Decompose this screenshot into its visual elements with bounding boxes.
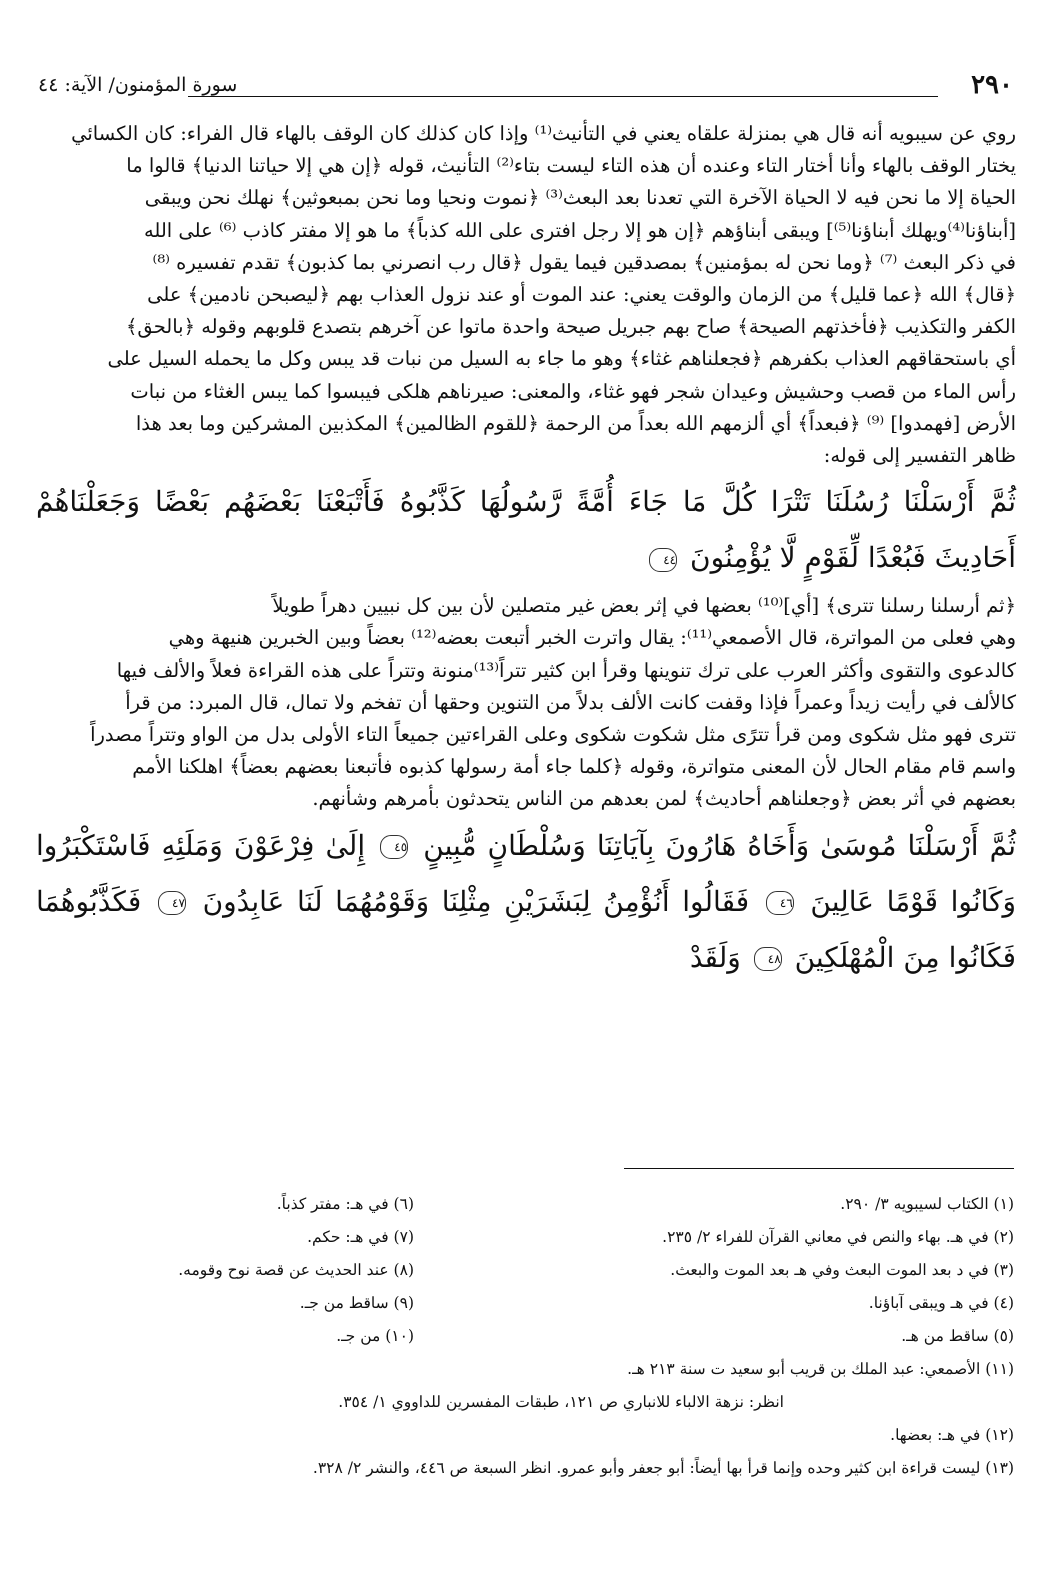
text-line: بعضهم في أثر بعض ﴿وجعلناهم أحاديث﴾ لمن بعدهم من الناس يتحدثون بأمرهم وشأنهم. (312, 787, 1016, 811)
footnote: (٧) في هـ: حكم. (307, 1228, 414, 1246)
page-number: ٢٩٠ (971, 70, 1013, 100)
footnote: (٣) في د بعد الموت البعث وفي هـ بعد الموت والبعث. (670, 1261, 1014, 1279)
commentary-paragraph-2 (36, 590, 1016, 815)
verse-text: ثُمَّ أَرْسَلْنَا مُوسَىٰ وَأَخَاهُ هَارُونَ بِآيَاتِنَا وَسُلْطَانٍ مُّبِينٍ (423, 828, 1016, 862)
footnote-reference: انظر: نزهة الالباء للانباري ص ١٢١، طبقات المفسرين للداووي ١/ ٣٥٤. (338, 1393, 784, 1411)
footnote: (٩) ساقط من جـ. (299, 1294, 414, 1312)
header-rule (188, 96, 938, 97)
text-line: وهي فعلى من المواترة، قال الأصمعي⁽¹¹⁾: يقال واترت الخبر أتبعت بعضه⁽¹²⁾ بعضاً وبين الخبرين هنيهة وهي (168, 626, 1016, 650)
text-line: في ذكر البعث ⁽⁷⁾ ﴿وما نحن له بمؤمنين﴾ بمصدقين فيما يقول ﴿قال رب انصرني بما كذبون﴾ تقدم تفسيره ⁽⁸⁾ (152, 250, 1016, 274)
footnote: (٦) في هـ: مفتر كذباً. (276, 1195, 414, 1213)
text-line: الكفر والتكذيب ﴿فأخذتهم الصيحة﴾ صاح بهم جبريل صيحة واحدة ماتوا عن آخرهم بتصدع قلوبهم وقوله ﴿بالحق﴾ (126, 315, 1016, 339)
verse-number-marker: ٤٨ (754, 947, 782, 971)
footnotes-left-column (34, 1188, 414, 1353)
footnote: (٥) ساقط من هـ. (901, 1327, 1014, 1345)
verse-text: إِلَىٰ فِرْعَوْنَ وَمَلَئِهِ فَاسْتَكْبَرُوا وَكَانُوا قَوْمًا عَالِينَ (36, 828, 1017, 918)
text-line: ﴿قال﴾ الله ﴿عما قليل﴾ من الزمان والوقت يعني: عند الموت أو عند نزول العذاب بهم ﴿ليصبحن نادمين﴾ على (147, 283, 1016, 307)
footnote: (٨) عند الحديث عن قصة نوح وقومه. (178, 1261, 414, 1279)
text-line: أي باستحقاقهم العذاب بكفرهم ﴿فجعلناهم غثاء﴾ وهو ما جاء به السيل من نبات قد يبس وكل ما يحمله السيل على (107, 347, 1016, 371)
footnote: (٢) في هـ. بهاء والنص في معاني القرآن للفراء ٢/ ٢٣٥. (662, 1228, 1014, 1246)
text-line: كالألف في رأيت زيداً وعمراً فإذا وقفت كانت الألف بدلاً من التنوين وحقها أن تفخم ولا تمال، قال المبرد: من قرأ (125, 690, 1016, 714)
verse-text: وَلَقَدْ (689, 940, 741, 974)
text-line: الحياة إلا ما نحن فيه لا الحياة الآخرة التي تعدنا بعد البعث⁽³⁾ ﴿نموت ونحيا وما نحن بمبعوثين﴾ نهلك نحن ويبقى (144, 186, 1016, 210)
verse-text: فَقَالُوا أَنُؤْمِنُ لِبَشَرَيْنِ مِثْلِنَا وَقَوْمُهُمَا لَنَا عَابِدُونَ (202, 884, 750, 918)
footnote: (١٢) في هـ: بعضها. (890, 1426, 1014, 1444)
text-line: رأس الماء من قصب وحشيش وعيدان شجر فهو غثاء، والمعنى: صيرناهم هلكى فيبسوا كما يبس الغثاء من نبات (130, 379, 1016, 403)
footnotes-right-column (474, 1188, 1014, 1353)
quran-verses-45-48 (36, 818, 1016, 986)
text-line: واسم قام مقام الحال لأن المعنى متواترة، وقوله ﴿كلما جاء أمة رسولها كذبوه فأتبعنا بعضهم بعضاً﴾ اهلكنا الأمم (132, 755, 1016, 779)
text-line: ظاهر التفسير إلى قوله: (823, 444, 1016, 468)
footnote-separator (624, 1168, 1014, 1169)
surah-title: سورة المؤمنون/ الآية: ٤٤ (38, 74, 238, 96)
text-line: تترى فهو مثل شكوى ومن قرأ تترًى مثل شكوت شكوى وعلى القراءتين جميعاً التاء الأولى بدل من الواو وتتراً مصدراً (90, 723, 1016, 747)
text-line: يختار الوقف بالهاء وأنا أختار التاء وعنده أن هذه التاء ليست بتاء⁽²⁾ التأنيث، قوله ﴿إن هي إلا حياتنا الدنيا﴾ قالوا ما (126, 154, 1016, 178)
quran-verse-44 (36, 474, 1016, 586)
footnote: (١٣) ليست قراءة ابن كثير وحده وإنما قرأ بها أيضاً: أبو جعفر وأبو عمرو. انظر السبعة ص ٤٤٦، والنشر ٢/ ٣٢٨. (312, 1459, 1014, 1477)
footnote: (١) الكتاب لسيبويه ٣/ ٢٩٠. (840, 1195, 1014, 1213)
page-body (36, 118, 1016, 990)
page-header (38, 70, 1013, 104)
commentary-paragraph-1 (36, 118, 1016, 472)
verse-text: فَكَذَّبُوهُمَا فَكَانُوا مِنَ الْمُهْلَكِينَ (36, 884, 1016, 974)
text-line: كالدعوى والتقوى وأكثر العرب على ترك تنوينها وقرأ ابن كثير تتراً⁽¹³⁾منونة وتتراً على هذه القراءة فعلاً والألف فيها (116, 658, 1016, 682)
verse-number-marker: ٤٦ (766, 891, 794, 915)
verse-number-marker: ٤٥ (380, 835, 408, 859)
text-line: الأرض [فهمدوا] ⁽⁹⁾ ﴿فبعداً﴾ أي ألزمهم الله بعداً من الرحمة ﴿للقوم الظالمين﴾ المكذبين المشركين وما بعد هذا (135, 411, 1016, 435)
text-line: [أبناؤنا⁽⁴⁾ويهلك أبناؤنا⁽⁵⁾] ويبقى أبناؤهم ﴿إن هو إلا رجل افترى على الله كذباً﴾ ما هو إلا مفتر كاذب ⁽⁶⁾ على الله (143, 218, 1016, 242)
text-line: ﴿ثم أرسلنا رسلنا تترى﴾ [أي]⁽¹⁰⁾ بعضها في إثر بعض غير متصلين لأن بين كل نبيين دهراً طويلاً (272, 594, 1016, 618)
verse-number-marker: ٤٤ (649, 548, 677, 572)
footnote: (١١) الأصمعي: عبد الملك بن قريب أبو سعيد ت سنة ٢١٣ هـ. (627, 1360, 1014, 1378)
text-line: روي عن سيبويه أنه قال هي بمنزلة علقاه يعني في التأنيث⁽¹⁾ وإذا كان كذلك كان الوقف بالهاء قال الفراء: كان الكسائي (71, 122, 1016, 145)
verse-number-marker: ٤٧ (158, 891, 186, 915)
footnote: (٤) في هـ ويبقى آباؤنا. (868, 1294, 1014, 1312)
verse-text: ثُمَّ أَرْسَلْنَا رُسُلَنَا تَتْرَا كُلَّ مَا جَاءَ أُمَّةً رَّسُولُهَا كَذَّبُوهُ فَأَتْبَعْنَا بَعْضَهُم بَعْضًا وَجَعَلْنَاهُمْ أَحَادِيثَ فَبُعْدًا لِّقَوْمٍ لَّا يُؤْمِنُونَ (36, 485, 1016, 575)
footnote: (١٠) من جـ. (336, 1327, 414, 1345)
